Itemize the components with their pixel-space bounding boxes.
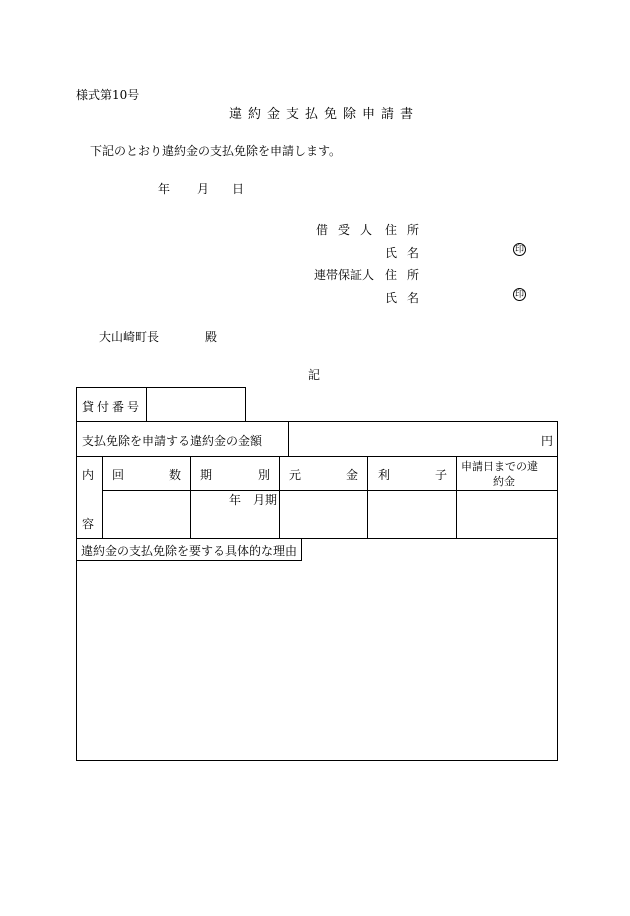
exemption-amount-field[interactable]	[290, 423, 530, 454]
period-month-unit: 月期	[253, 493, 278, 507]
col-divider	[279, 456, 280, 538]
principal-field[interactable]	[281, 492, 366, 537]
col-header-interest-suffix: 子	[435, 468, 448, 482]
count-field[interactable]	[104, 492, 189, 537]
col-divider	[190, 456, 191, 538]
borrower-address-label: 住所	[385, 223, 430, 237]
exemption-amount-label: 支払免除を申請する違約金の金額	[82, 434, 263, 448]
guarantor-label: 連帯保証人	[314, 268, 375, 282]
col-header-count: 回	[112, 468, 125, 482]
col-divider	[367, 456, 368, 538]
date-month-label: 月	[197, 182, 210, 196]
guarantor-name-label: 氏名	[385, 291, 430, 305]
seal-icon: 印	[514, 290, 524, 300]
loan-number-divider	[146, 387, 147, 422]
amount-divider	[288, 421, 289, 456]
date-day-label: 日	[232, 182, 245, 196]
content-label-divider	[102, 456, 103, 538]
col-header-principal-suffix: 金	[346, 468, 359, 482]
addressee-honorific: 殿	[205, 330, 218, 344]
content-label-top: 内	[82, 468, 95, 482]
col-header-period: 期	[200, 468, 213, 482]
seal-icon: 印	[514, 245, 524, 255]
col-header-principal: 元	[289, 468, 302, 482]
addressee-name: 大山崎町長	[99, 330, 160, 344]
reason-label: 違約金の支払免除を要する具体的な理由	[81, 544, 298, 558]
interest-field[interactable]	[369, 492, 455, 537]
borrower-name-label: 氏名	[385, 246, 430, 260]
penalty-field[interactable]	[458, 492, 557, 537]
col-header-period-suffix: 別	[258, 468, 271, 482]
intro-text: 下記のとおり違約金の支払免除を申請します。	[90, 144, 342, 158]
form-number: 様式第10号	[76, 88, 140, 102]
content-label-bottom: 容	[82, 517, 95, 531]
date-year-label: 年	[158, 182, 171, 196]
col-divider	[456, 456, 457, 538]
reason-field[interactable]	[78, 563, 556, 759]
yen-unit: 円	[541, 434, 554, 448]
loan-number-label: 貸付番号	[82, 400, 143, 414]
ki-marker: 記	[308, 368, 321, 382]
row-divider	[76, 456, 558, 457]
period-field[interactable]	[192, 505, 278, 537]
col-header-penalty-line1: 申請日までの違	[461, 460, 538, 473]
guarantor-address-label: 住所	[385, 268, 430, 282]
borrower-label: 借受人	[316, 223, 383, 237]
content-header-divider	[102, 490, 558, 491]
document-title: 違約金支払免除申請書	[229, 107, 420, 122]
col-header-interest: 利	[378, 468, 391, 482]
period-year-unit: 年	[229, 493, 242, 507]
col-header-count-suffix: 数	[169, 468, 182, 482]
loan-number-field[interactable]	[148, 389, 244, 420]
col-header-penalty-line2: 約金	[493, 475, 515, 488]
